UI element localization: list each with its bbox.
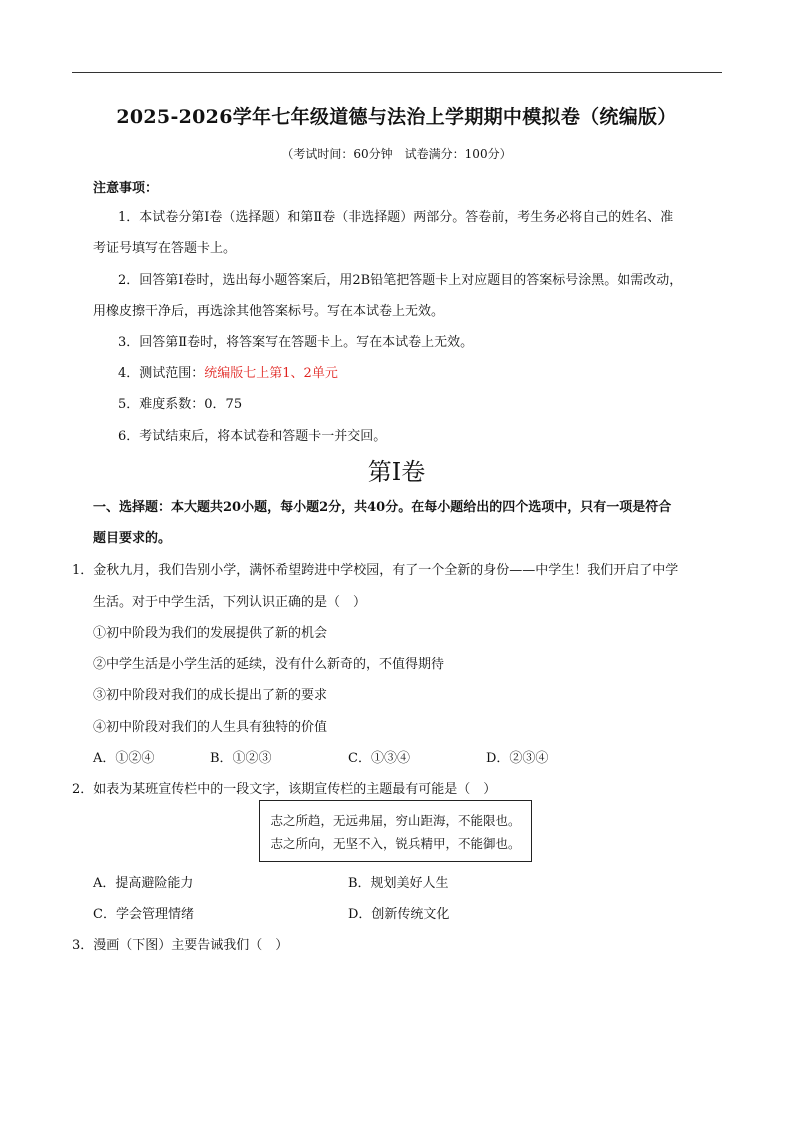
note-1-line-1: 1．本试卷分第Ⅰ卷（选择题）和第Ⅱ卷（非选择题）两部分。答卷前，考生务必将自己的姓名、准 bbox=[118, 210, 674, 225]
q2-option-a: A．提高避险能力 bbox=[93, 876, 194, 891]
section-desc-line-2: 题目要求的。 bbox=[93, 531, 172, 546]
q1-option-d: D．②③④ bbox=[486, 751, 549, 766]
notes-heading: 注意事项： bbox=[93, 181, 159, 196]
section-title: 第Ⅰ卷 bbox=[367, 458, 426, 486]
exam-info: （考试时间：60分钟 试卷满分：100分） bbox=[281, 147, 512, 161]
header-rule bbox=[72, 72, 722, 73]
q2-quote-line-1: 志之所趋，无远弗届，穷山距海，不能限也。 bbox=[270, 813, 521, 828]
note-1-line-2: 考证号填写在答题卡上。 bbox=[93, 241, 237, 256]
q2-quote-line-2: 志之所向，无坚不入，锐兵精甲，不能御也。 bbox=[270, 836, 521, 851]
q1-option-c: C．①③④ bbox=[348, 751, 410, 766]
q2-option-c: C．学会管理情绪 bbox=[93, 907, 194, 922]
note-2-line-2: 用橡皮擦干净后，再选涂其他答案标号。写在本试卷上无效。 bbox=[93, 304, 445, 319]
section-desc-line-1: 一、选择题：本大题共20小题，每小题2分，共40分。在每小题给出的四个选项中，只有一项是符合 bbox=[93, 500, 672, 515]
q3-stem: 3．漫画（下图）主要告诫我们（ ） bbox=[72, 938, 289, 953]
note-4-prefix: 4．测试范围： bbox=[118, 366, 205, 381]
note-5: 5．难度系数：0．75 bbox=[118, 397, 243, 412]
q1-option-a: A．①②④ bbox=[93, 751, 155, 766]
q1-statement-4: ④初中阶段对我们的人生具有独特的价值 bbox=[93, 720, 328, 735]
q2-option-d: D．创新传统文化 bbox=[348, 907, 450, 922]
page-title: 2025-2026学年七年级道德与法治上学期期中模拟卷（统编版） bbox=[116, 106, 677, 128]
q1-statement-3: ③初中阶段对我们的成长提出了新的要求 bbox=[93, 688, 328, 703]
q2-option-b: B．规划美好人生 bbox=[348, 876, 449, 891]
q2-quote-table bbox=[259, 800, 532, 862]
q1-statement-2: ②中学生活是小学生活的延续，没有什么新奇的，不值得期待 bbox=[93, 657, 445, 672]
note-4 bbox=[118, 362, 338, 381]
note-2-line-1: 2．回答第Ⅰ卷时，选出每小题答案后，用2B铅笔把答题卡上对应题目的答案标号涂黑。如需改动， bbox=[118, 273, 683, 288]
q1-option-b: B．①②③ bbox=[210, 751, 272, 766]
note-3: 3．回答第Ⅱ卷时，将答案写在答题卡上。写在本试卷上无效。 bbox=[118, 335, 474, 350]
q1-stem-line-1: 1．金秋九月，我们告别小学，满怀希望跨进中学校园，有了一个全新的身份——中学生！我们开启了中学 bbox=[72, 563, 679, 578]
q1-stem-line-2: 生活。对于中学生活，下列认识正确的是（ ） bbox=[93, 595, 367, 610]
q1-statement-1: ①初中阶段为我们的发展提供了新的机会 bbox=[93, 626, 328, 641]
test-scope: 统编版七上第1、2单元 bbox=[204, 366, 338, 381]
q2-stem: 2．如表为某班宣传栏中的一段文字，该期宣传栏的主题最有可能是（ ） bbox=[72, 782, 497, 797]
note-6: 6．考试结束后，将本试卷和答题卡一并交回。 bbox=[118, 429, 387, 444]
